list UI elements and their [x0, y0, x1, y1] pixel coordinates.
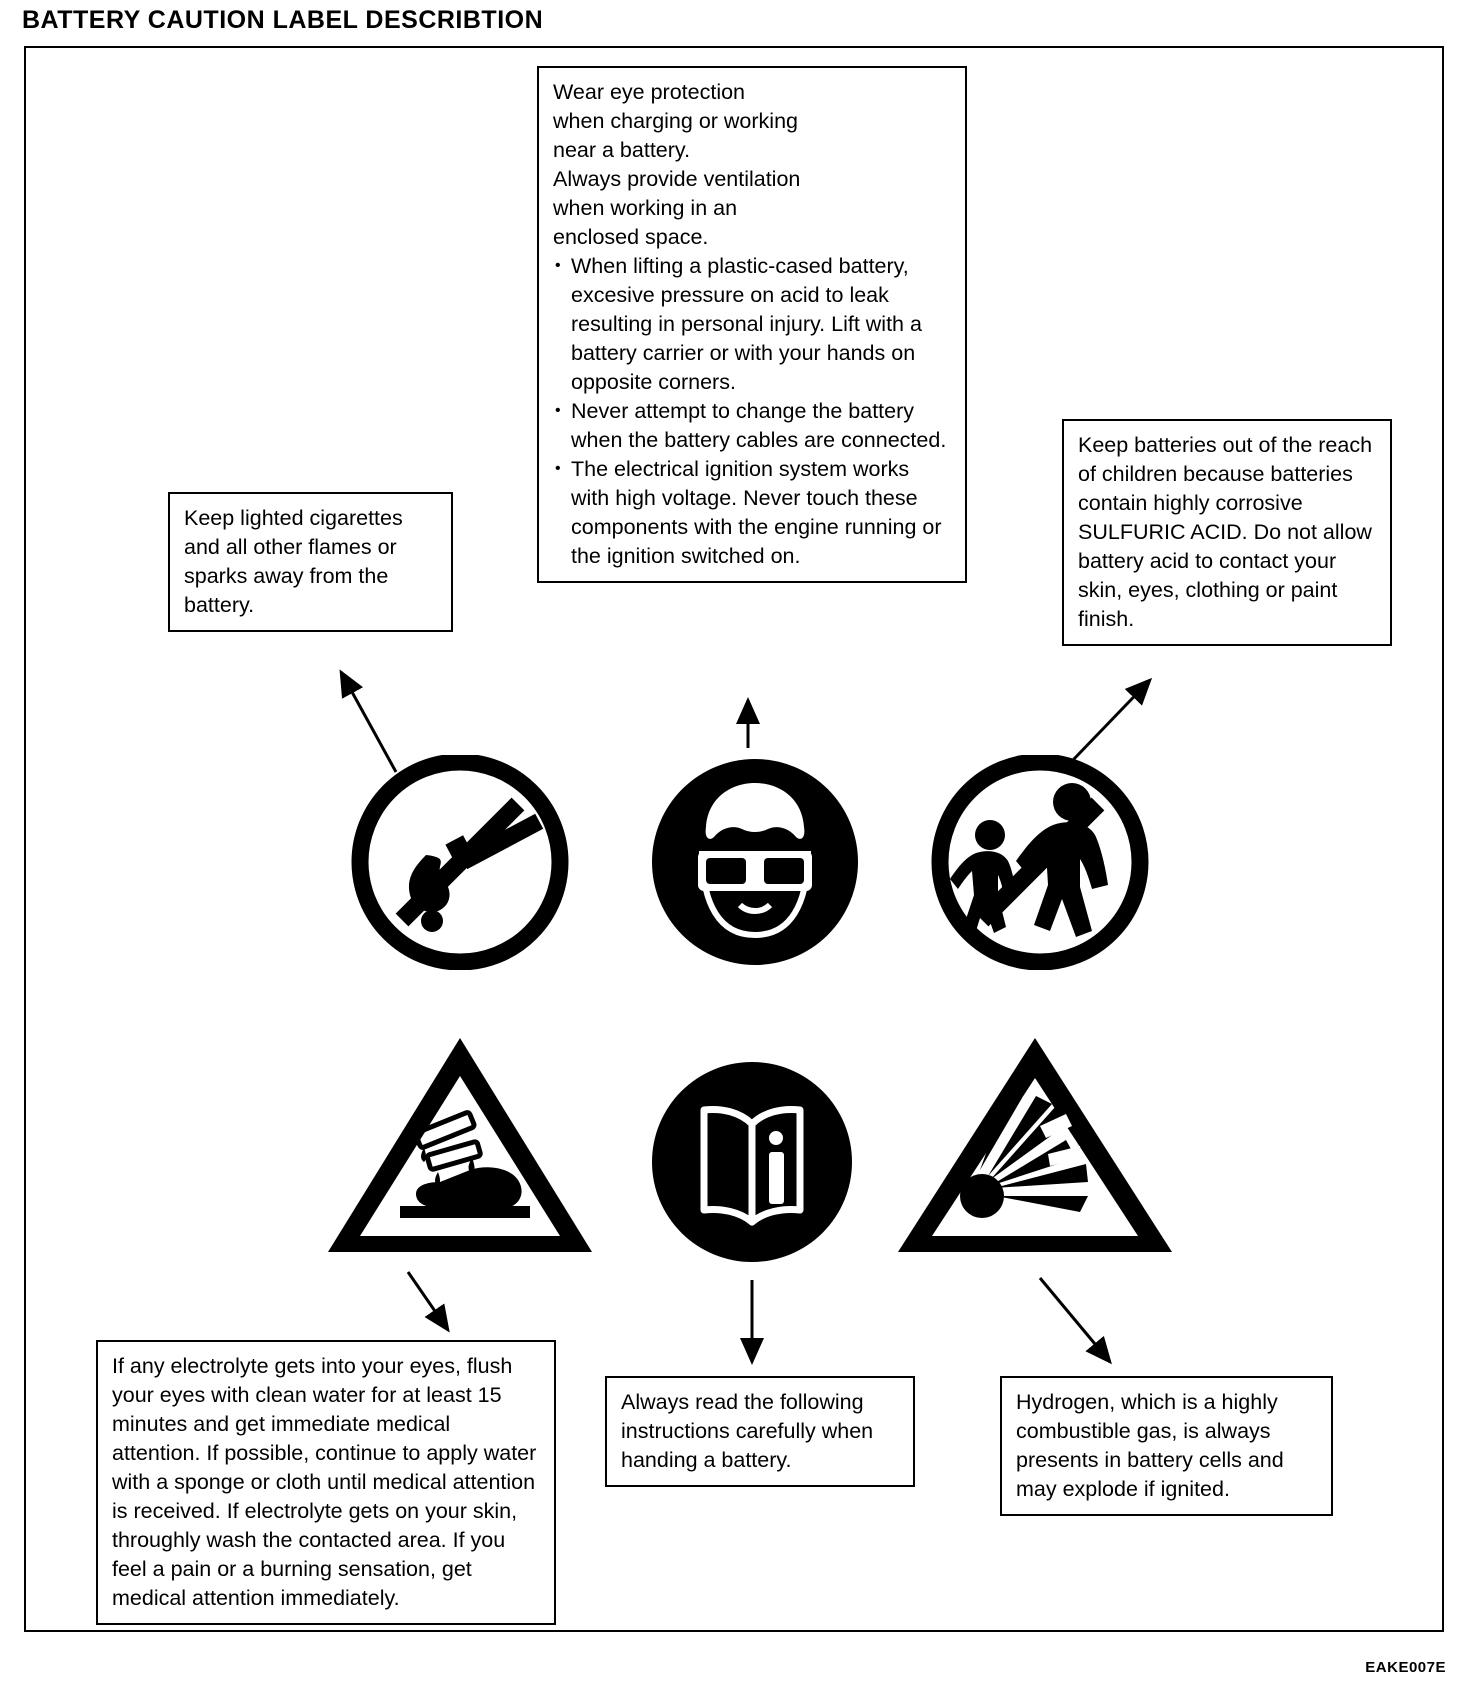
eye-intro-line-1: Wear eye protection: [553, 80, 746, 104]
eye-intro-line-4: Always provide ventilation: [553, 167, 801, 191]
eye-intro-line-5: when working in an: [553, 196, 738, 220]
callout-electrolyte-first-aid: [96, 1340, 556, 1625]
callout-no-flame-text: Keep lighted cigarettes and all other flames or sparks away from the battery.: [184, 506, 403, 617]
no-children-icon: [920, 755, 1160, 970]
eye-intro-line-6: enclosed space.: [553, 225, 709, 249]
page-title: BATTERY CAUTION LABEL DESCRIBTION: [22, 6, 544, 34]
callout-eye-protection: [537, 66, 967, 583]
callout-keep-from-children: [1062, 419, 1392, 646]
callout-no-flame: [168, 492, 453, 632]
read-manual-icon: [650, 1060, 855, 1265]
callout-manual-text: Always read the following instructions carefully when handing a battery.: [621, 1390, 874, 1472]
eye-protection-icon: [640, 755, 870, 970]
eye-bullet-2: • Never attempt to change the battery when the battery cables are connected.: [553, 397, 953, 455]
callout-hydrogen-text: Hydrogen, which is a highly combustible gas, is always presents in battery cells and may explode if ignited.: [1016, 1390, 1284, 1501]
callout-read-instructions: [605, 1376, 915, 1487]
no-flame-icon: [340, 755, 580, 970]
callout-acid-text: If any electrolyte gets into your eyes, flush your eyes with clean water for at least 15 minutes and get immediate medical attention. If possible, continue to apply water with a sponge or cloth until medical attention is received. If electrolyte gets on your skin, throughly wash the contacted area. If you feel a pain or a burning sensation, get medical attention immediately.: [112, 1354, 537, 1610]
figure-code: EAKE007E: [1365, 1659, 1446, 1676]
eye-bullet-3: • The electrical ignition system works with high voltage. Never touch these components with the engine running or the ignition switched on.: [553, 455, 953, 571]
corrosive-acid-icon: [320, 1030, 600, 1260]
eye-bullet-1: • When lifting a plastic-cased battery, excesive pressure on acid to leak resulting in personal injury. Lift with a battery carrier or with your hands on opposite corners.: [553, 252, 953, 397]
eye-intro-line-2: when charging or working: [553, 109, 798, 133]
callout-hydrogen-explosion: [1000, 1376, 1333, 1516]
eye-bullet-list: [553, 252, 953, 571]
explosion-hazard-icon: [890, 1030, 1180, 1260]
callout-children-text: Keep batteries out of the reach of children because batteries contain highly corrosive SULFURIC ACID. Do not allow battery acid to contact your skin, eyes, clothing or paint finish.: [1078, 433, 1373, 631]
eye-intro-line-3: near a battery.: [553, 138, 691, 162]
